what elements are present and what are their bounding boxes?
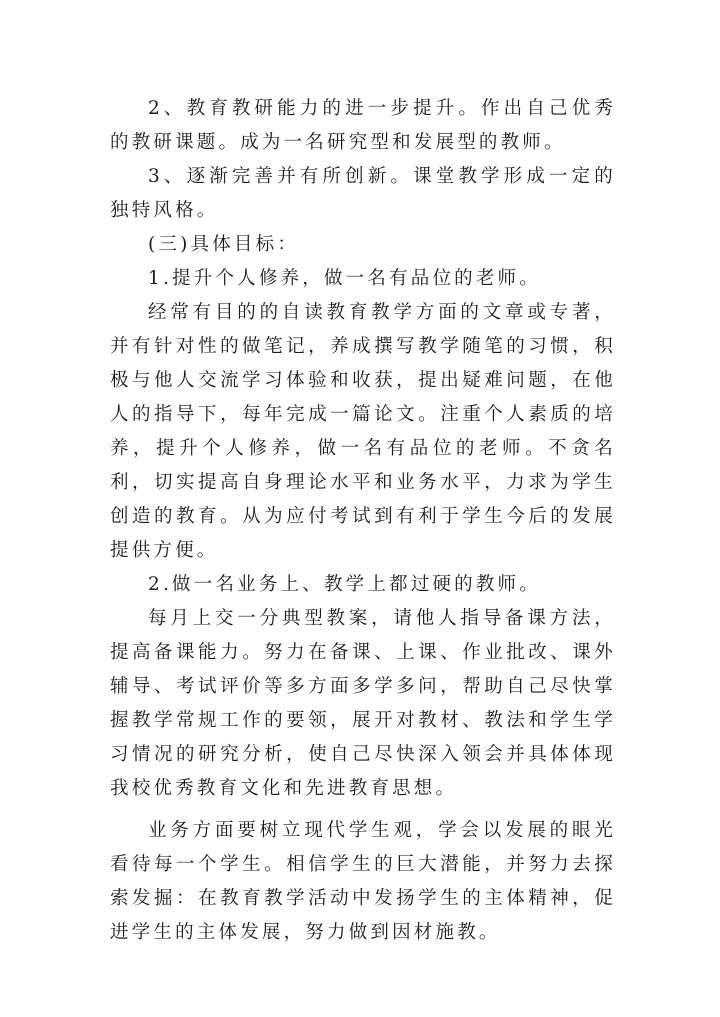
paragraph-research-ability: 2、教育教研能力的进一步提升。作出自己优秀的教研课题。成为一名研究型和发展型的教师。: [110, 98, 616, 153]
paragraph-lesson-planning: 每月上交一分典型教案，请他人指导备课方法，提高备课能力。努力在备课、上课、作业批改、课外辅导、考试评价等多方面多学多问，帮助自己尽快掌握教学常规工作的要领，展开对教材、教法和学生学习情况的研究分析，使自己尽快深入领会并具体体现我校优秀教育文化和先进教育思想。: [110, 608, 616, 799]
goal-heading-self-cultivation: 1.提升个人修养，做一名有品位的老师。: [148, 268, 541, 289]
paragraph-self-cultivation: 经常有目的的自读教育教学方面的文章或专著，并有针对性的做笔记，养成撰写教学随笔的习惯，积极与他人交流学习体验和收获，提出疑难问题，在他人的指导下，每年完成一篇论文。注重个人素质的培养，提升个人修养，做一名有品位的老师。不贪名利，切实提高自身理论水平和业务水平，力求为学生创造的教育。从为应付考试到有利于学生今后的发展提供方便。: [110, 302, 616, 561]
document-body: [110, 92, 616, 950]
paragraph-student-view: 业务方面要树立现代学生观，学会以发展的眼光看待每一个学生。相信学生的巨大潜能，并努力去探索发掘：在教育教学活动中发扬学生的主体精神，促进学生的主体发展，努力做到因材施教。: [110, 820, 616, 943]
section-heading-specific-goals: (三)具体目标：: [148, 234, 300, 255]
paragraph-innovation: 3、逐渐完善并有所创新。课堂教学形成一定的独特风格。: [110, 166, 616, 221]
goal-heading-professional-teacher: 2.做一名业务上、教学上都过硬的教师。: [148, 574, 541, 595]
